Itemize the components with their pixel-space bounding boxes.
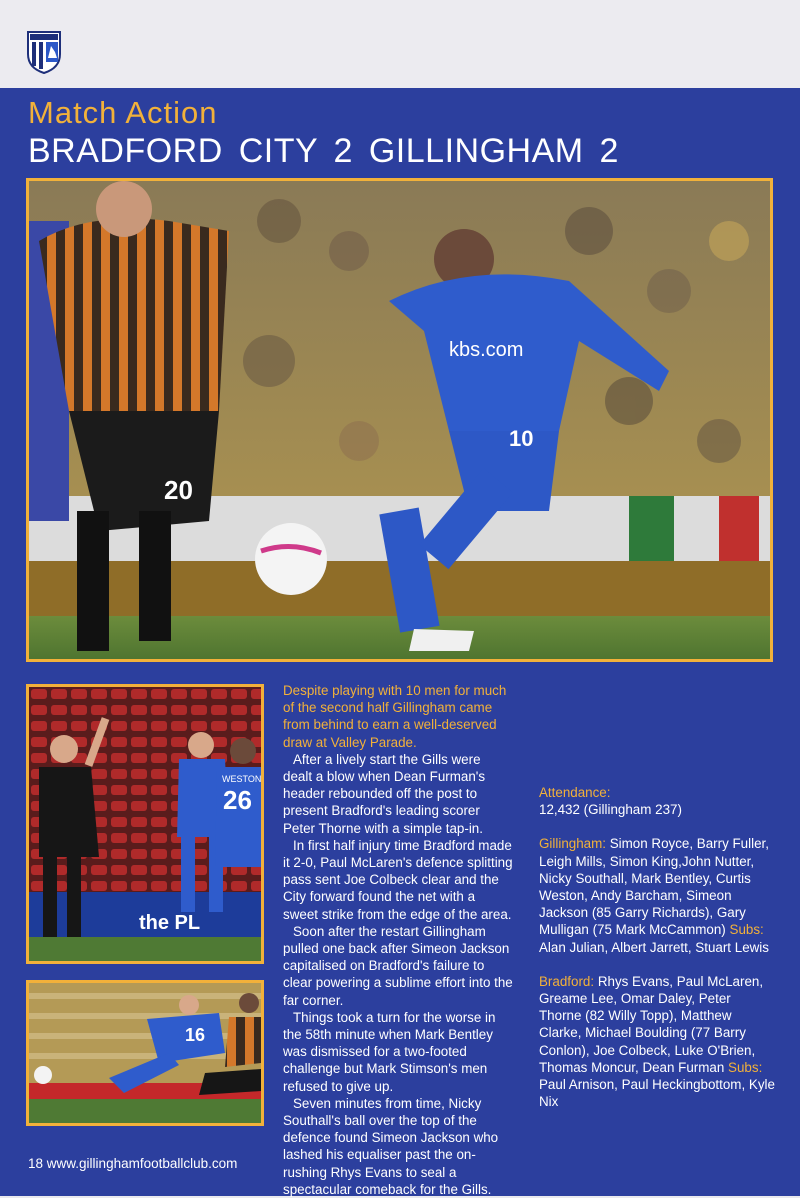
report-column-2 bbox=[539, 682, 775, 1110]
gillingham-subs-label: Subs: bbox=[729, 922, 764, 938]
gillingham-lineup-block bbox=[539, 835, 775, 955]
bradford-shirt-number: 20 bbox=[164, 475, 193, 505]
bradford-label: Bradford: bbox=[539, 973, 595, 989]
bradford-subs: Paul Arnison, Paul Heckingbottom, Kyle Nix bbox=[539, 1077, 775, 1110]
bradford-lineup-block bbox=[539, 973, 775, 1111]
bradford-subs-label: Subs: bbox=[728, 1059, 763, 1075]
report-paragraph-1: After a lively start the Gills were dealt a blow when Dean Furman's header rebounded off the post to present Bradford's leading scorer Peter Thorne with a simple tap-in. bbox=[283, 751, 486, 836]
report-intro: Despite playing with 10 men for much of the second half Gillingham came from behind to earn a well-deserved draw at Valley Parade. bbox=[283, 683, 507, 750]
tackle-photo bbox=[26, 980, 264, 1126]
gillingham-shirt-number: 10 bbox=[509, 426, 534, 451]
main-action-photo bbox=[26, 178, 773, 662]
ref-photo-player-number: 26 bbox=[223, 785, 252, 815]
gillingham-lineup: Simon Royce, Barry Fuller, Leigh Mills, Simon King,John Nutter, Nicky Southall, Mark Bentley, Curtis Weston, Andy Barcham, Simeon Jackson (85 Garry Richards), Gary Mulligan (75 Mark McCammon) bbox=[539, 836, 769, 938]
tackle-photo-player-number: 16 bbox=[185, 1025, 206, 1045]
report-paragraph-5: Seven minutes from time, Nicky Southall's ball over the top of the defence found Simeon Jackson who lashed his equaliser past the on-rushing Rhys Evans to seal a spectacular comeback for the Gills. bbox=[283, 1095, 499, 1197]
gillingham-crest-icon bbox=[26, 28, 62, 74]
club-website-link[interactable]: www.gillinghamfootballclub.com bbox=[46, 1156, 238, 1171]
gillingham-label: Gillingham: bbox=[539, 836, 606, 852]
section-title: Match Action bbox=[28, 95, 218, 130]
bradford-lineup: Rhys Evans, Paul McLaren, Greame Lee, Omar Daley, Peter Thorne (82 Willy Topp), Matthew Clarke, Michael Boulding (77 Barry Conlon), Joe Colbeck, Luke O'Brien, Thomas Moncur, Dean Furman bbox=[539, 973, 764, 1075]
gillingham-subs: Alan Julian, Albert Jarrett, Stuart Lewis bbox=[539, 939, 769, 955]
report-paragraph-4: Things took a turn for the worse in the 58th minute when Mark Bentley was dismissed for a two-footed challenge but Mark Stimson's men refused to give up. bbox=[283, 1009, 496, 1094]
gillingham-shirt-sponsor: kbs.com bbox=[449, 339, 524, 361]
report-column-1 bbox=[283, 682, 513, 1198]
column-continuation-spacer bbox=[539, 682, 775, 699]
top-band bbox=[0, 0, 800, 88]
ref-photo-board-text: the PL bbox=[139, 912, 201, 934]
attendance-label: Attendance: bbox=[539, 785, 611, 800]
page-footer bbox=[28, 1156, 237, 1171]
report-paragraph-2: In first half injury time Bradford made it 2-0, Paul McLaren's defence splitting pass sent Joe Colbeck clear and the City forward found the net with a sweet strike from the edge of the area. bbox=[283, 837, 513, 922]
referee-photo bbox=[26, 684, 264, 964]
ref-photo-player-name: WESTON bbox=[222, 774, 261, 784]
match-title: BRADFORD CITY 2 GILLINGHAM 2 bbox=[28, 132, 619, 170]
report-paragraph-3: Soon after the restart Gillingham pulled one back after Simeon Jackson capitalised on Bradford's failure to clear powering a sublime effort into the far corner. bbox=[283, 923, 513, 1008]
page-number: 18 bbox=[28, 1156, 44, 1171]
attendance-value: 12,432 (Gillingham 237) bbox=[539, 802, 682, 818]
